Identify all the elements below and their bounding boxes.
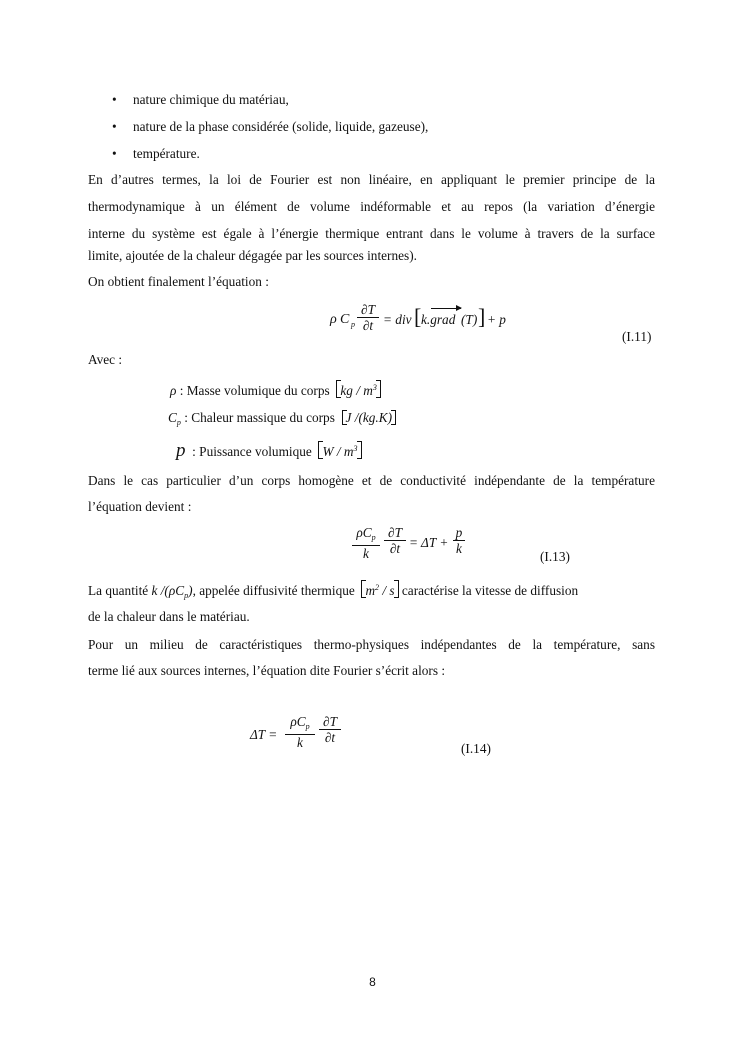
- equation-number: (I.11): [622, 329, 652, 344]
- paragraph-line: de la chaleur dans le matériau.: [88, 609, 250, 624]
- equation-number: (I.14): [461, 741, 491, 756]
- definition-rho: ρ : Masse volumique du corps kg / $m^3$: [170, 380, 381, 399]
- paragraph-line: On obtient finalement l’équation :: [88, 274, 269, 289]
- paragraph-line: interne du système est égale à l’énergie thermique entrant dans le volume à travers de la surface: [88, 226, 655, 241]
- paragraph-line: terme lié aux sources internes, l’équation dite Fourier s’écrit alors :: [88, 663, 446, 678]
- equation-number: (I.13): [540, 549, 570, 564]
- bullet-item: nature chimique du matériau,: [133, 92, 289, 107]
- document-page: • nature chimique du matériau, • nature de la phase considérée (solide, liquide, gazeuse), • température. En d’autres termes, la loi de Fourier est non linéaire, en appliquant le premier principe de la thermodynamique à un élément de volume indéformable et au repos (la variation d’énergie interne du système est égale à l’énergie thermique entrant dans le volume à travers de la surface limite, ajoutée de la chaleur dégagée par les sources internes). On obtient finalement l’équation : ρ C p ∂T ∂t = div [ k.grad (T) ] + p (I.11) Avec : ρ : Masse volumique du corps kg / $m^3$ $C_p$ : Chaleur massique du corps J /(kg.K) p : Puissance volumique W / $m^3$ Dans le cas particulier d’un corps homogène et de conductivité indépendante de la température l’équation devient : $\rho C_p$ k ∂T ∂t = ΔT + p k (I.13) La quantité k $/(\rho C_p)$, appelée diffusivité thermique $m^2$ / s caractérise la vitesse de diffusion de la chaleur dans le matériau. Pour un milieu de caractéristiques thermo-physiques indépendantes de la température, sans terme lié aux sources internes, l’équation dite Fourier s’écrit alors : ΔT = $\rho C_p$ k ∂T ∂t (I.14) 8: [0, 0, 745, 1053]
- paragraph-line: limite, ajoutée de la chaleur dégagée par les sources internes).: [88, 248, 417, 263]
- paragraph-line: thermodynamique à un élément de volume indéformable et au repos (la variation d’énergie: [88, 199, 655, 214]
- paragraph-line: Pour un milieu de caractéristiques thermo-physiques indépendantes de la température, sans: [88, 637, 655, 652]
- paragraph-line: En d’autres termes, la loi de Fourier est non linéaire, en appliquant le premier principe de la: [88, 172, 655, 187]
- bullet-item: nature de la phase considérée (solide, liquide, gazeuse),: [133, 119, 429, 134]
- avec-label: Avec :: [88, 352, 123, 367]
- paragraph-line: Dans le cas particulier d’un corps homogène et de conductivité indépendante de la température: [88, 473, 655, 488]
- page-number: 8: [369, 975, 376, 989]
- bullet-item: température.: [133, 146, 200, 161]
- definition-cp: $C_p$ : Chaleur massique du corps J /(kg.K): [168, 410, 396, 427]
- bullet-icon: •: [112, 119, 117, 134]
- paragraph-line: l’équation devient :: [88, 499, 192, 514]
- definition-p: p : Puissance volumique W / $m^3$: [176, 440, 362, 462]
- bullet-icon: •: [112, 146, 117, 161]
- paragraph-line: La quantité k $/(\rho C_p)$, appelée diffusivité thermique $m^2$ / s caractérise la vitesse de diffusion: [88, 580, 578, 600]
- bullet-icon: •: [112, 92, 117, 107]
